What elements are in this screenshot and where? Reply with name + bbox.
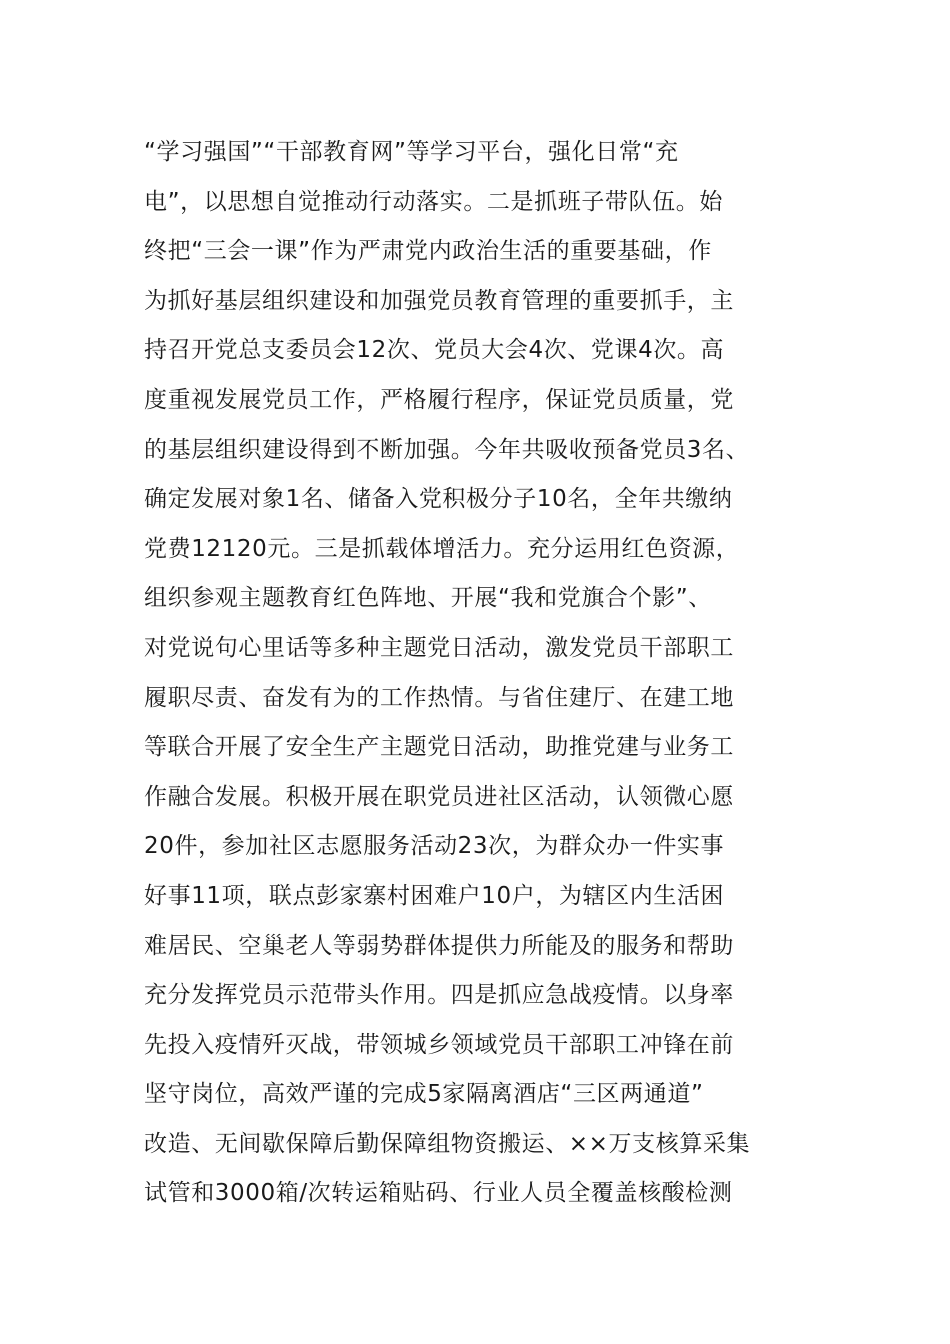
text-line-3: 终把“三会一课”作为严肃党内政治生活的重要基础，作: [144, 238, 712, 265]
text-line-4: 为抓好基层组织建设和加强党员教育管理的重要抓手，主: [144, 287, 734, 314]
text-line-20: 坚守岗位，高效严谨的完成5家隔离酒店“三区两通道”: [144, 1081, 704, 1108]
text-line-9: 党费12120元。三是抓载体增活力。充分运用红色资源，: [144, 535, 740, 562]
text-line-19: 先投入疫情歼灭战，带领城乡领域党员干部职工冲锋在前: [144, 1031, 734, 1058]
text-line-14: 作融合发展。积极开展在职党员进社区活动，认领微心愿: [144, 783, 734, 810]
text-line-21: 改造、无间歇保障后勤保障组物资搬运、××万支核算采集: [144, 1130, 751, 1157]
text-line-10: 组织参观主题教育红色阵地、开展“我和党旗合个影”、: [144, 585, 712, 612]
text-line-18: 充分发挥党员示范带头作用。四是抓应急战疫情。以身率: [144, 982, 734, 1009]
text-line-15: 20件，参加社区志愿服务活动23次，为群众办一件实事: [144, 833, 725, 860]
text-line-2: 电”，以思想自觉推动行动落实。二是抓班子带队伍。始: [144, 188, 723, 215]
text-line-17: 难居民、空巢老人等弱势群体提供力所能及的服务和帮助: [144, 932, 734, 959]
text-line-13: 等联合开展了安全生产主题党日活动，助推党建与业务工: [144, 734, 734, 761]
text-line-6: 度重视发展党员工作，严格履行程序，保证党员质量，党: [144, 386, 734, 413]
text-line-8: 确定发展对象1名、储备入党积极分子10名，全年共缴纳: [144, 486, 733, 513]
text-line-1: “学习强国”“干部教育网”等学习平台，强化日常“充: [144, 139, 679, 165]
text-line-11: 对党说句心里话等多种主题党日活动，激发党员干部职工: [144, 634, 734, 661]
body-paragraph: [144, 128, 844, 1219]
text-line-7: 的基层组织建设得到不断加强。今年共吸收预备党员3名、: [144, 436, 750, 463]
text-line-16: 好事11项，联点彭家寨村困难户10户，为辖区内生活困: [144, 882, 725, 909]
text-line-5: 持召开党总支委员会12次、党员大会4次、党课4次。高: [144, 337, 725, 364]
text-line-22: 试管和3000箱/次转运箱贴码、行业人员全覆盖核酸检测: [144, 1180, 733, 1207]
text-line-12: 履职尽责、奋发有为的工作热情。与省住建厅、在建工地: [144, 684, 734, 711]
